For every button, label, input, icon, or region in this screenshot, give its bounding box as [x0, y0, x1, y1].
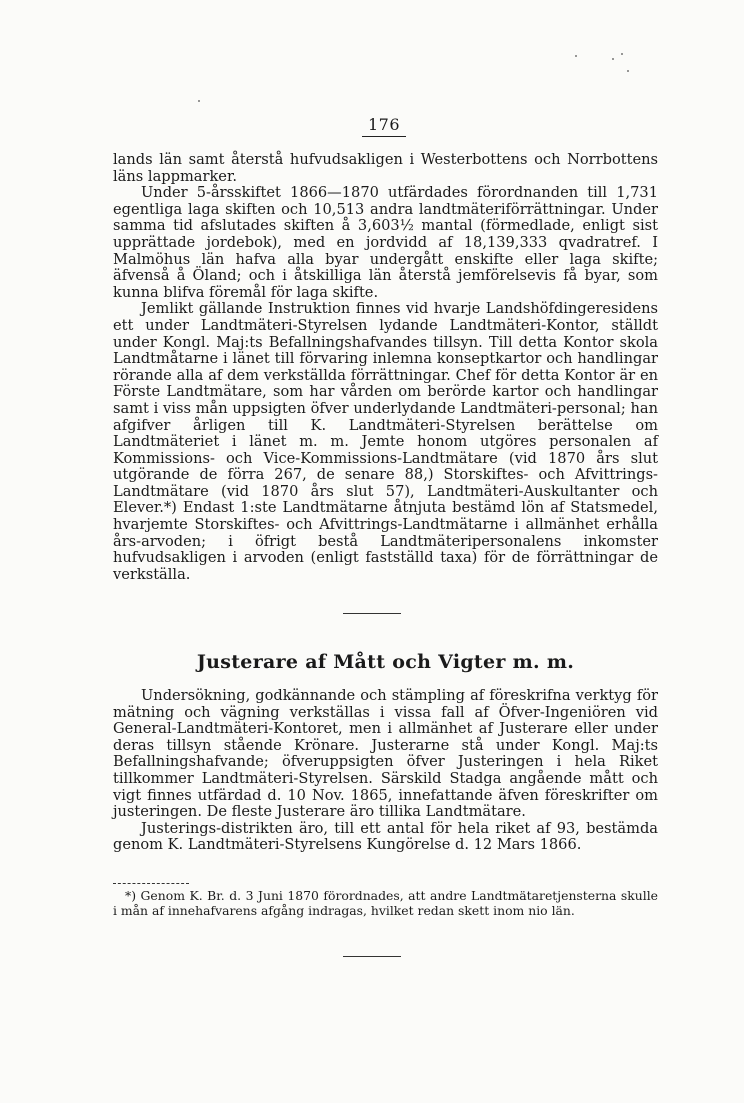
paragraph: lands län samt återstå hufvudsakligen i Westerbottens och Norrbottens läns lappmarker. [113, 151, 658, 185]
paragraph: Under 5-årsskiftet 1866—1870 utfärdades förordnanden till 1,731 egentliga laga skiften och 10,513 andra landtmäteriförrättningar. Under samma tid afslutades skiften å 3,603½ mantal (förmedlade, enligt sist upprättade jordebok), med en jordvidd af 18,139,333 qvadratref. I Malmöhus län hafva alla byar undergått enskifte eller laga skifte; äfvenså å Öland; och i åtskilliga län återstå jemförelsevis få byar, som kunna blifva föremål för laga skifte. [113, 184, 658, 301]
page-number: 176 [362, 115, 406, 137]
paragraph: Undersökning, godkännande och stämpling af föreskrifna verktyg för mätning och vägning verkställas i vissa fall af Öfver-Ingeniören vid General-Landtmäteri-Kontoret, men i allmänhet af Justerare eller under deras tillsyn stående Krönare. Justerarne stå under Kongl. Maj:ts Befallningshafvande; öfveruppsigten öfver Justeringen i hela Riket tillkommer Landtmäteri-Styrelsen. Särskild Stadga angående mått och vigt finnes utfärdad d. 10 Nov. 1865, innefattande äfven föreskrifter om justeringen. De fleste Justerare äro tillika Landtmätare. [113, 687, 658, 821]
section-divider [343, 613, 401, 614]
body-bottom [113, 688, 658, 854]
footnote [113, 889, 658, 918]
paragraph: Jemlikt gällande Instruktion finnes vid hvarje Landshöfdingeresidens ett under Landtmäteri-Styrelsen lydande Landtmäteri-Kontor, ställdt under Kongl. Maj:ts Befallningshafvandes tillsyn. Till detta Kontor skola Landtmåtarne i länet till förvaring inlemna konseptkartor och handlingar rörande alla af dem verkställda förrättningar. Chef för detta Kontor är en Förste Landtmätare, som har vården om berörde kartor och handlingar samt i viss mån uppsigten öfver underlydande Landtmäteri-personal; han afgifver årligen till K. Landtmäteri-Styrelsen berättelse om Landtmäteriet i länet m. m. Jemte honom utgöres personalen af Kommissions- och Vice-Kommissions-Landtmätare (vid 1870 års slut utgörande de förra 267, de senare 88,) Storskiftes- och Afvittrings-Landtmätare (vid 1870 års slut 57), Landtmäteri-Auskultanter och Elever.*) Endast 1:ste Landtmätarne åtnjuta bestämd lön af Statsmedel, hvarjemte Storskiftes- och Afvittrings-Landtmätarne i allmänhet erhålla års-arvoden; i öfrigt bestå Landtmäteripersonalens inkomster hufvudsakligen i arvoden (enligt fastställd taxa) för de förrättningar de verkställa. [113, 300, 658, 583]
body-top [113, 152, 658, 583]
end-divider [343, 956, 401, 957]
footnote-rule [113, 883, 189, 884]
footnote-text: *) Genom K. Br. d. 3 Juni 1870 förordnades, att andre Landtmätaretjensterna skulle i mån af innehafvarens afgång indragas, hvilket redan skett inom nio län. [113, 888, 658, 918]
section-heading: Justerare af Mått och Vigter m. m. [196, 651, 575, 673]
paragraph: Justerings-distrikten äro, till ett antal för hela riket af 93, bestämda genom K. Landtmäteri-Styrelsens Kungörelse d. 12 Mars 1866. [113, 819, 658, 854]
